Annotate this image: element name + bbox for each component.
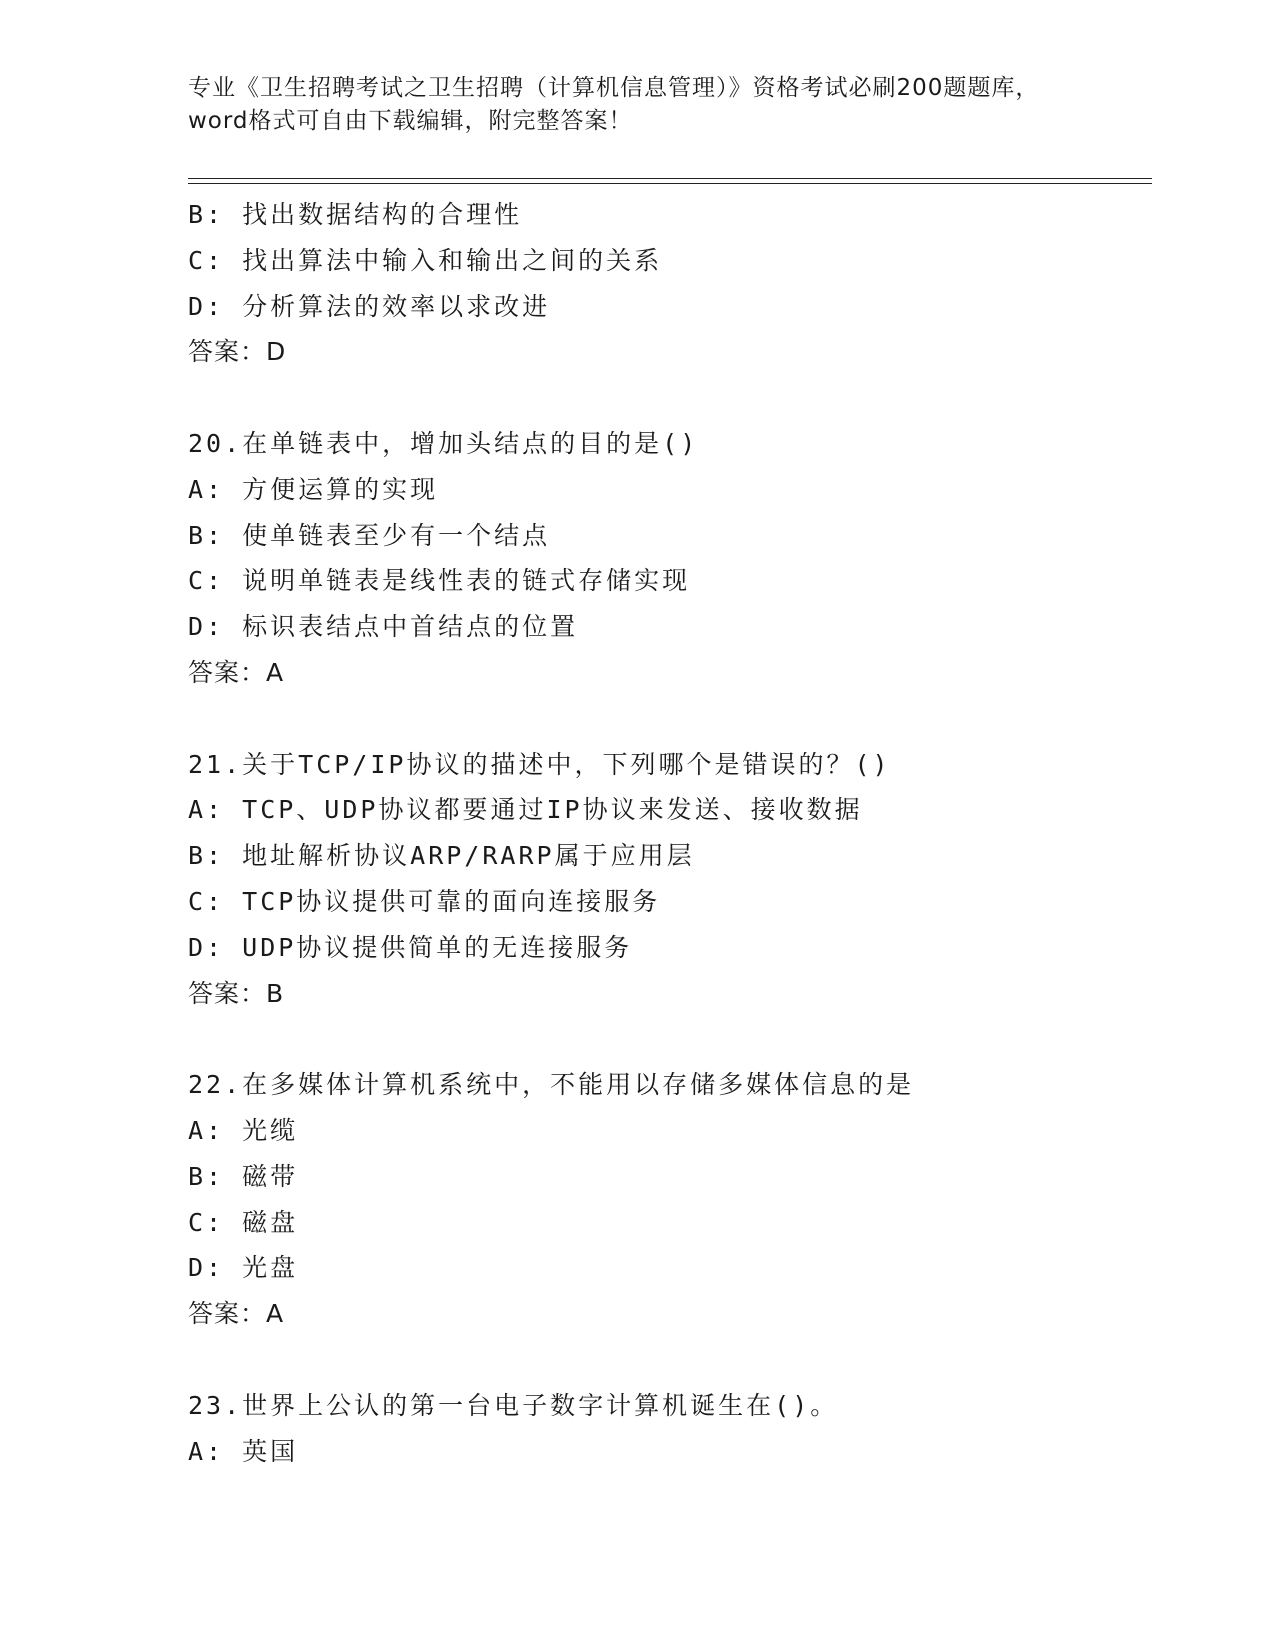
option-b: B: 找出数据结构的合理性 — [188, 200, 523, 229]
header-divider-bottom — [188, 183, 1152, 184]
spacer — [188, 1337, 1168, 1383]
option-c: C: 说明单链表是线性表的链式存储实现 — [188, 566, 691, 596]
option-d: D: UDP协议提供简单的无连接服务 — [188, 932, 633, 962]
option-c: C: TCP协议提供可靠的面向连接服务 — [188, 886, 661, 916]
option-c: C: 磁盘 — [188, 1207, 299, 1237]
question-block-19 — [188, 192, 1168, 375]
question-block-20 — [188, 421, 1168, 696]
header-title-line-2: word格式可自由下载编辑，附完整答案！ — [188, 108, 633, 134]
question-block-21 — [188, 742, 1168, 1017]
document-header — [188, 72, 1168, 138]
answer-text: 答案：B — [188, 978, 285, 1008]
question-block-23 — [188, 1383, 1168, 1475]
spacer — [188, 696, 1168, 742]
option-d: D: 标识表结点中首结点的位置 — [188, 612, 579, 642]
question-stem: 20.在单链表中，增加头结点的目的是() — [188, 428, 699, 458]
spacer — [188, 375, 1168, 421]
answer-text: 答案：D — [188, 337, 287, 367]
header-title-line-1: 专业《卫生招聘考试之卫生招聘（计算机信息管理）》资格考试必刷200题题库， — [188, 75, 1040, 101]
question-stem: 21.关于TCP/IP协议的描述中，下列哪个是错误的？() — [188, 749, 891, 779]
option-c: C: 找出算法中输入和输出之间的关系 — [188, 245, 663, 275]
question-list — [188, 192, 1168, 1474]
question-stem: 23.世界上公认的第一台电子数字计算机诞生在()。 — [188, 1390, 839, 1420]
spacer — [188, 1016, 1168, 1062]
option-d: D: 分析算法的效率以求改进 — [188, 291, 551, 321]
question-block-22 — [188, 1062, 1168, 1337]
option-b: B: 地址解析协议ARP/RARP属于应用层 — [188, 841, 695, 871]
option-b: B: 使单链表至少有一个结点 — [188, 520, 551, 550]
option-a: A: 英国 — [188, 1436, 299, 1466]
option-a: A: TCP、UDP协议都要通过IP协议来发送、接收数据 — [188, 795, 863, 825]
option-b: B: 磁带 — [188, 1161, 299, 1191]
question-stem: 22.在多媒体计算机系统中，不能用以存储多媒体信息的是 — [188, 1070, 915, 1100]
option-a: A: 光缆 — [188, 1115, 299, 1145]
option-a: A: 方便运算的实现 — [188, 474, 439, 504]
answer-text: 答案：A — [188, 1299, 285, 1329]
option-d: D: 光盘 — [188, 1253, 299, 1283]
answer-text: 答案：A — [188, 657, 285, 687]
header-divider-top — [188, 178, 1152, 179]
